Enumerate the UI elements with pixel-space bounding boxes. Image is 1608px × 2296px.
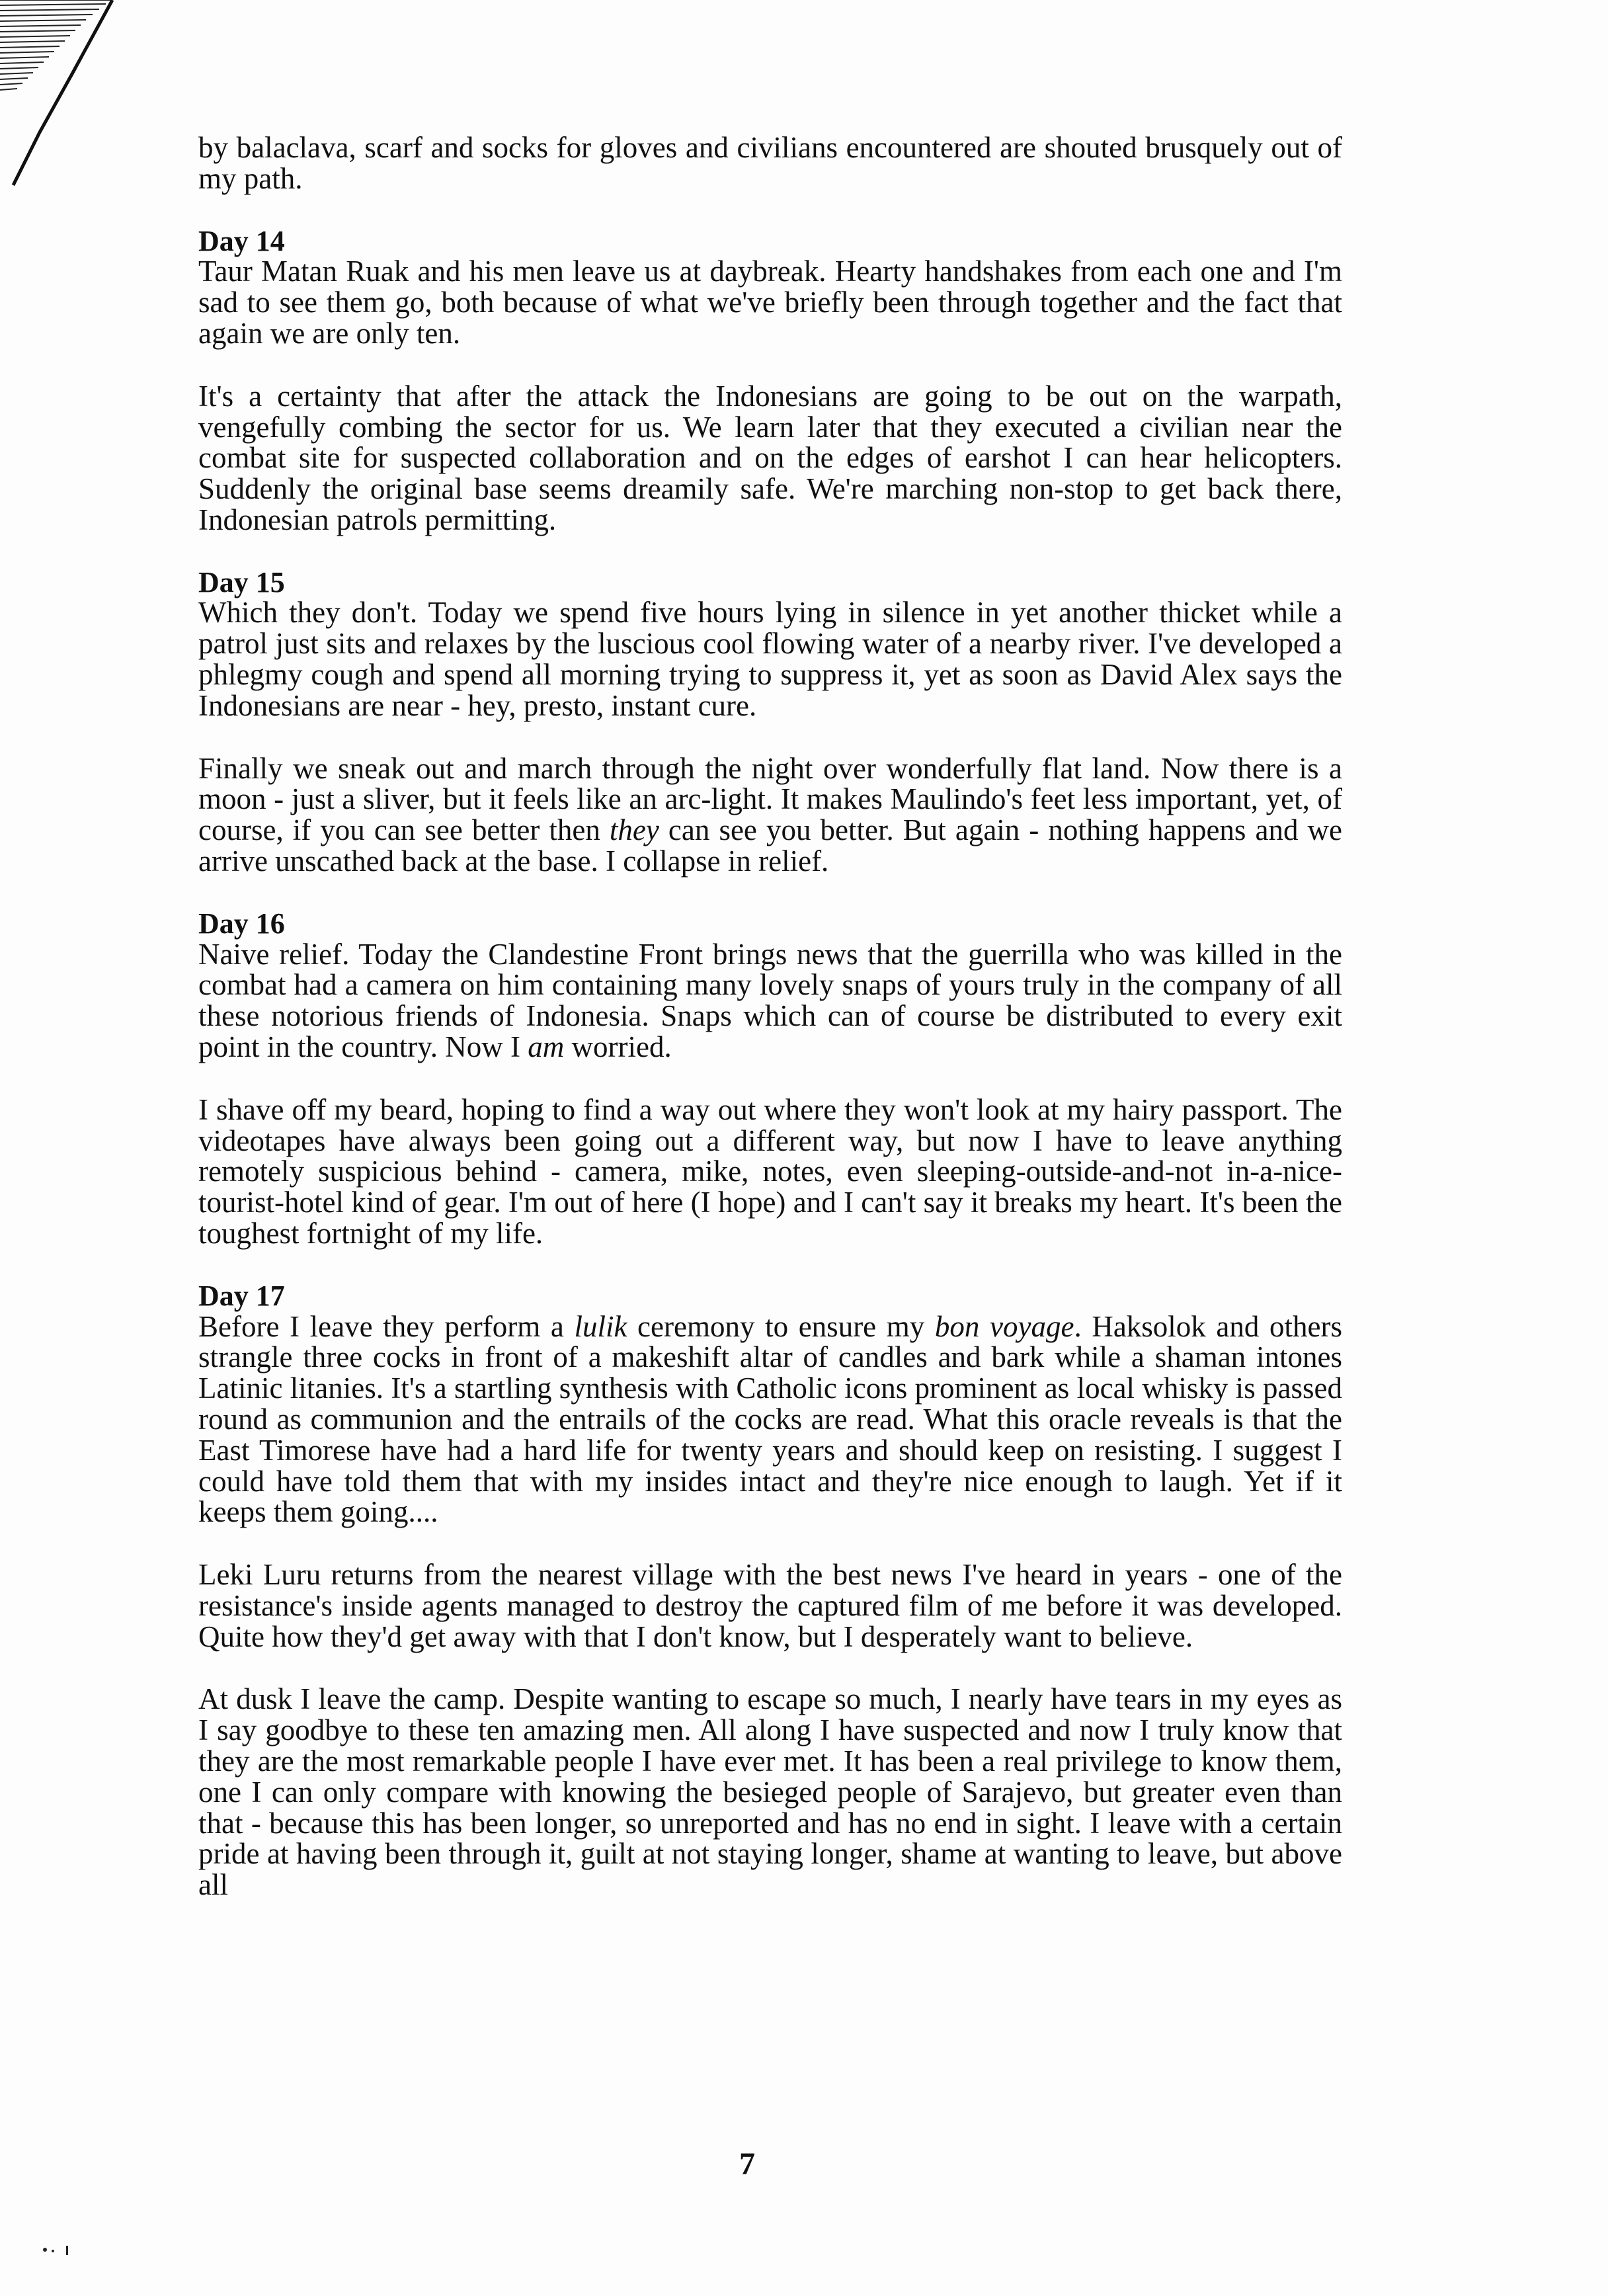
entry-paragraph <box>198 1311 1342 1528</box>
entry-paragraph: I shave off my beard, hoping to find a way out where they won't look at my hairy passport. The videotapes have always been going out a different way, but now I have to leave anything remotely suspicious behind - camera, mike, notes, even sleeping-outside-and-not in-a-nice-tourist-hotel kind of gear. I'm out of here (I hope) and I can't say it breaks my heart. It's been the toughest fortnight of my life. <box>198 1092 1342 1250</box>
entry-day-15 <box>198 567 1342 721</box>
scan-artifact-specks <box>40 2240 79 2260</box>
italic-text: lulik <box>574 1309 627 1343</box>
intro-paragraph: by balaclava, scarf and socks for gloves and civilians encountered are shouted brusquely out of my path. <box>198 131 1342 195</box>
text-run: can see you better. But again - nothing happens and we arrive unscathed back at the base. I collapse in relief. <box>198 813 1343 878</box>
text-run: Before I leave they perform a <box>198 1309 575 1343</box>
italic-text: bon voyage <box>934 1309 1074 1343</box>
document-body <box>198 132 1342 1932</box>
entry-paragraph: At dusk I leave the camp. Despite wanting to escape so much, I nearly have tears in my eyes as I say goodbye to these ten amazing men. All along I have suspected and now I truly know that they are the most remarkable people I have ever met. It has been a real privilege to know them, one I can only compare with knowing the besieged people of Sarajevo, but greater even than that - because this has been longer, so unreported and has no end in sight. I leave with a certain pride at having been through it, guilt at not staying longer, shame at wanting to leave, but above all <box>198 1682 1342 1902</box>
page-number: 7 <box>739 2147 755 2182</box>
entry-day-17 <box>198 1281 1342 1528</box>
entry-paragraph: Taur Matan Ruak and his men leave us at daybreak. Hearty handshakes from each one and I'm sad to see them go, both because of what we've briefly been through together and the fact that again we are only ten. <box>198 255 1342 350</box>
day-heading: Day 17 <box>198 1279 285 1312</box>
entry-paragraph: It's a certainty that after the attack the Indonesians are going to be out on the warpath, vengefully combing the sector for us. We learn later that they executed a civilian near the combat site for suspected collaboration and on the edges of earshot I can hear helicopters. Suddenly the original base seems dreamily safe. We're marching non-stop to get back there, Indonesian patrols permitting. <box>198 379 1342 536</box>
entry-paragraph <box>198 753 1342 877</box>
entry-paragraph: Which they don't. Today we spend five hours lying in silence in yet another thicket while a patrol just sits and relaxes by the luscious cool flowing water of a nearby river. I've developed a phlegmy cough and spend all morning trying to suppress it, yet as soon as David Alex says the Indonesians are near - hey, presto, instant cure. <box>198 596 1342 722</box>
italic-text: am <box>528 1030 565 1063</box>
entry-paragraph <box>198 939 1342 1063</box>
entry-day-16 <box>198 909 1342 1063</box>
text-run: ceremony to ensure my <box>627 1309 935 1343</box>
text-run: . Haksolok and others strangle three cocks in front of a makeshift altar of candles and bark while a shaman intones Latinic litanies. It's a startling synthesis with Catholic icons prominent as local whisky is passed round as communion and the entrails of the cocks are read. What this oracle reveals is that the East Timorese have had a hard life for twenty years and should keep on resisting. I suggest I could have told them that with my insides intact and they're nice enough to laugh. Yet if it keeps them going.... <box>198 1309 1342 1529</box>
text-run: worried. <box>564 1030 672 1063</box>
day-heading: Day 16 <box>198 907 285 940</box>
italic-text: they <box>609 813 659 847</box>
entry-day-14 <box>198 226 1342 349</box>
day-heading: Day 14 <box>198 224 285 257</box>
entry-paragraph: Leki Luru returns from the nearest village with the best news I've heard in years - one of the resistance's inside agents managed to destroy the captured film of me before it was developed. Quite how they'd get away with that I don't know, but I desperately want to believe. <box>198 1558 1342 1653</box>
scan-artifact-corner <box>0 0 132 198</box>
day-heading: Day 15 <box>198 565 285 598</box>
text-run: Naive relief. Today the Clandestine Front brings news that the guerrilla who was killed in the combat had a camera on him containing many lovely snaps of yours truly in the company of all these notorious friends of Indonesia. Snaps which can of course be distributed to every exit point in the country. Now I <box>198 937 1342 1063</box>
text-run: Finally we sneak out and march through the night over wonderfully flat land. Now there is a moon - just a sliver, but it feels like an arc-light. It makes Maulindo's feet less important, yet, of course, if you can see better then <box>198 751 1342 847</box>
